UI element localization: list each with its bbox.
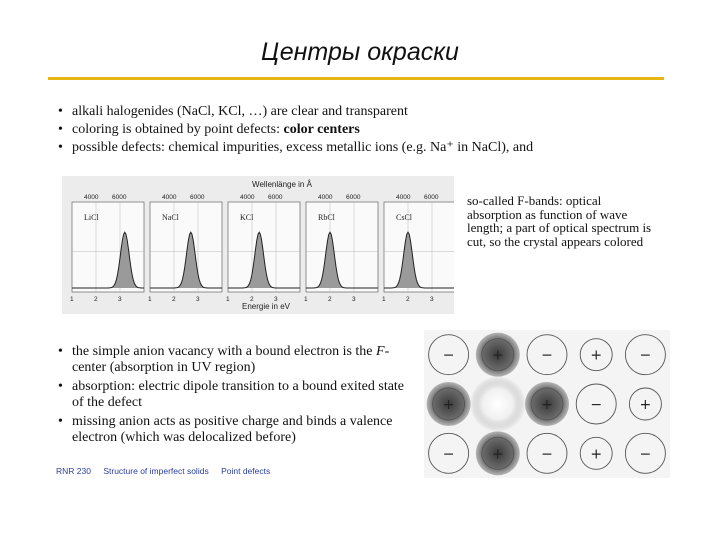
ion-charge-label: + <box>491 446 504 463</box>
wavelength-tick-label: 6000 <box>346 194 361 201</box>
energy-tick-label: 1 <box>148 296 152 303</box>
spectrum-panel <box>226 194 300 303</box>
f-band-description: so-called F-bands: optical absorption as function of wave length; a part of optical spectrum is cut, so the crystal appears colored <box>467 193 652 249</box>
wavelength-tick-label: 4000 <box>318 194 333 201</box>
energy-tick-label: 2 <box>328 296 332 303</box>
bullet-italic: F <box>376 344 385 359</box>
ion-charge-label: − <box>442 347 455 364</box>
bullet-text: the simple anion vacancy with a bound electron is the <box>72 344 377 359</box>
energy-tick-label: 1 <box>382 296 386 303</box>
bullet-item <box>56 122 656 138</box>
energy-tick-label: 3 <box>430 296 434 303</box>
ion-charge-label: + <box>491 347 504 364</box>
ion-charge-label: − <box>639 347 652 364</box>
panel-frame <box>306 202 378 292</box>
bullet-item <box>56 140 656 156</box>
footer-course: Structure of imperfect solids <box>103 466 209 476</box>
crystal-label: CsCl <box>396 213 413 222</box>
ion-charge-label: + <box>590 446 603 463</box>
spectrum-panel <box>70 194 144 303</box>
ion-charge-label: − <box>541 347 553 364</box>
wavelength-tick-label: 4000 <box>84 194 99 201</box>
wavelength-tick-label: 6000 <box>268 194 283 201</box>
energy-tick-label: 2 <box>406 296 410 303</box>
energy-tick-label: 1 <box>70 296 74 303</box>
bullet-text: -center (absorption in UV region) <box>72 344 390 375</box>
footer-code: RNR 230 <box>56 466 91 476</box>
crystal-label: LiCl <box>84 213 99 222</box>
energy-tick-label: 2 <box>250 296 254 303</box>
ion-charge-label: + <box>639 397 652 413</box>
wavelength-tick-label: 4000 <box>162 194 177 201</box>
bullet-item <box>56 379 416 411</box>
energy-tick-label: 3 <box>352 296 356 303</box>
slide-title: Центры окраски <box>261 38 459 66</box>
wavelength-tick-label: 6000 <box>190 194 205 201</box>
ion-charge-label: − <box>541 446 553 463</box>
wavelength-tick-label: 6000 <box>424 194 439 201</box>
bullet-emphasis: color centers <box>283 122 360 137</box>
slide-footer <box>56 466 280 476</box>
wavelength-tick-label: 6000 <box>112 194 127 201</box>
bullet-item <box>56 104 656 120</box>
wavelength-tick-label: 4000 <box>396 194 411 201</box>
bullet-text: coloring is obtained by point defects: <box>72 122 284 137</box>
spectrum-panel <box>148 194 222 303</box>
energy-tick-label: 3 <box>274 296 278 303</box>
title-underline <box>48 77 664 80</box>
footer-topic: Point defects <box>221 466 271 476</box>
energy-tick-label: 2 <box>172 296 176 303</box>
spectrum-panel <box>304 194 378 303</box>
crystal-label: RbCl <box>318 213 335 222</box>
bullet-text: missing anion acts as positive charge and binds a valence electron (which was delocalized before) <box>72 414 393 445</box>
bullet-list-bottom <box>56 344 416 449</box>
bullet-item <box>56 414 416 446</box>
bullet-item <box>56 344 416 376</box>
spectrum-panel <box>382 194 454 303</box>
energy-tick-label: 1 <box>304 296 308 303</box>
crystal-label: NaCl <box>162 213 179 222</box>
energy-tick-label: 2 <box>94 296 98 303</box>
energy-tick-label: 1 <box>226 296 230 303</box>
bullet-text: alkali halogenides (NaCl, KCl, …) are clear and transparent <box>72 104 408 119</box>
ion-charge-label: − <box>442 446 455 463</box>
bullet-text: absorption: electric dipole transition to a bound exited state of the defect <box>72 379 405 410</box>
f-band-absorption-spectra <box>62 176 454 314</box>
crystal-label: KCl <box>240 213 254 222</box>
wavelength-tick-label: 4000 <box>240 194 255 201</box>
energy-tick-label: 3 <box>196 296 200 303</box>
ion-charge-label: + <box>590 347 603 364</box>
ion-charge-label: − <box>590 397 603 413</box>
ion-charge-label: − <box>639 446 652 463</box>
ion-charge-label: + <box>442 397 455 413</box>
energy-tick-label: 3 <box>118 296 122 303</box>
x-axis-label: Energie in eV <box>241 302 291 311</box>
bullet-list-top <box>56 104 656 158</box>
panel-frame <box>384 202 454 292</box>
top-axis-label: Wellenlänge in Å <box>252 180 312 189</box>
f-center-lattice-diagram <box>424 330 670 478</box>
bullet-text: possible defects: chemical impurities, excess metallic ions (e.g. Na⁺ in NaCl), and <box>72 140 534 155</box>
ion-charge-label: + <box>541 397 553 413</box>
trapped-electron-glow <box>470 376 526 432</box>
